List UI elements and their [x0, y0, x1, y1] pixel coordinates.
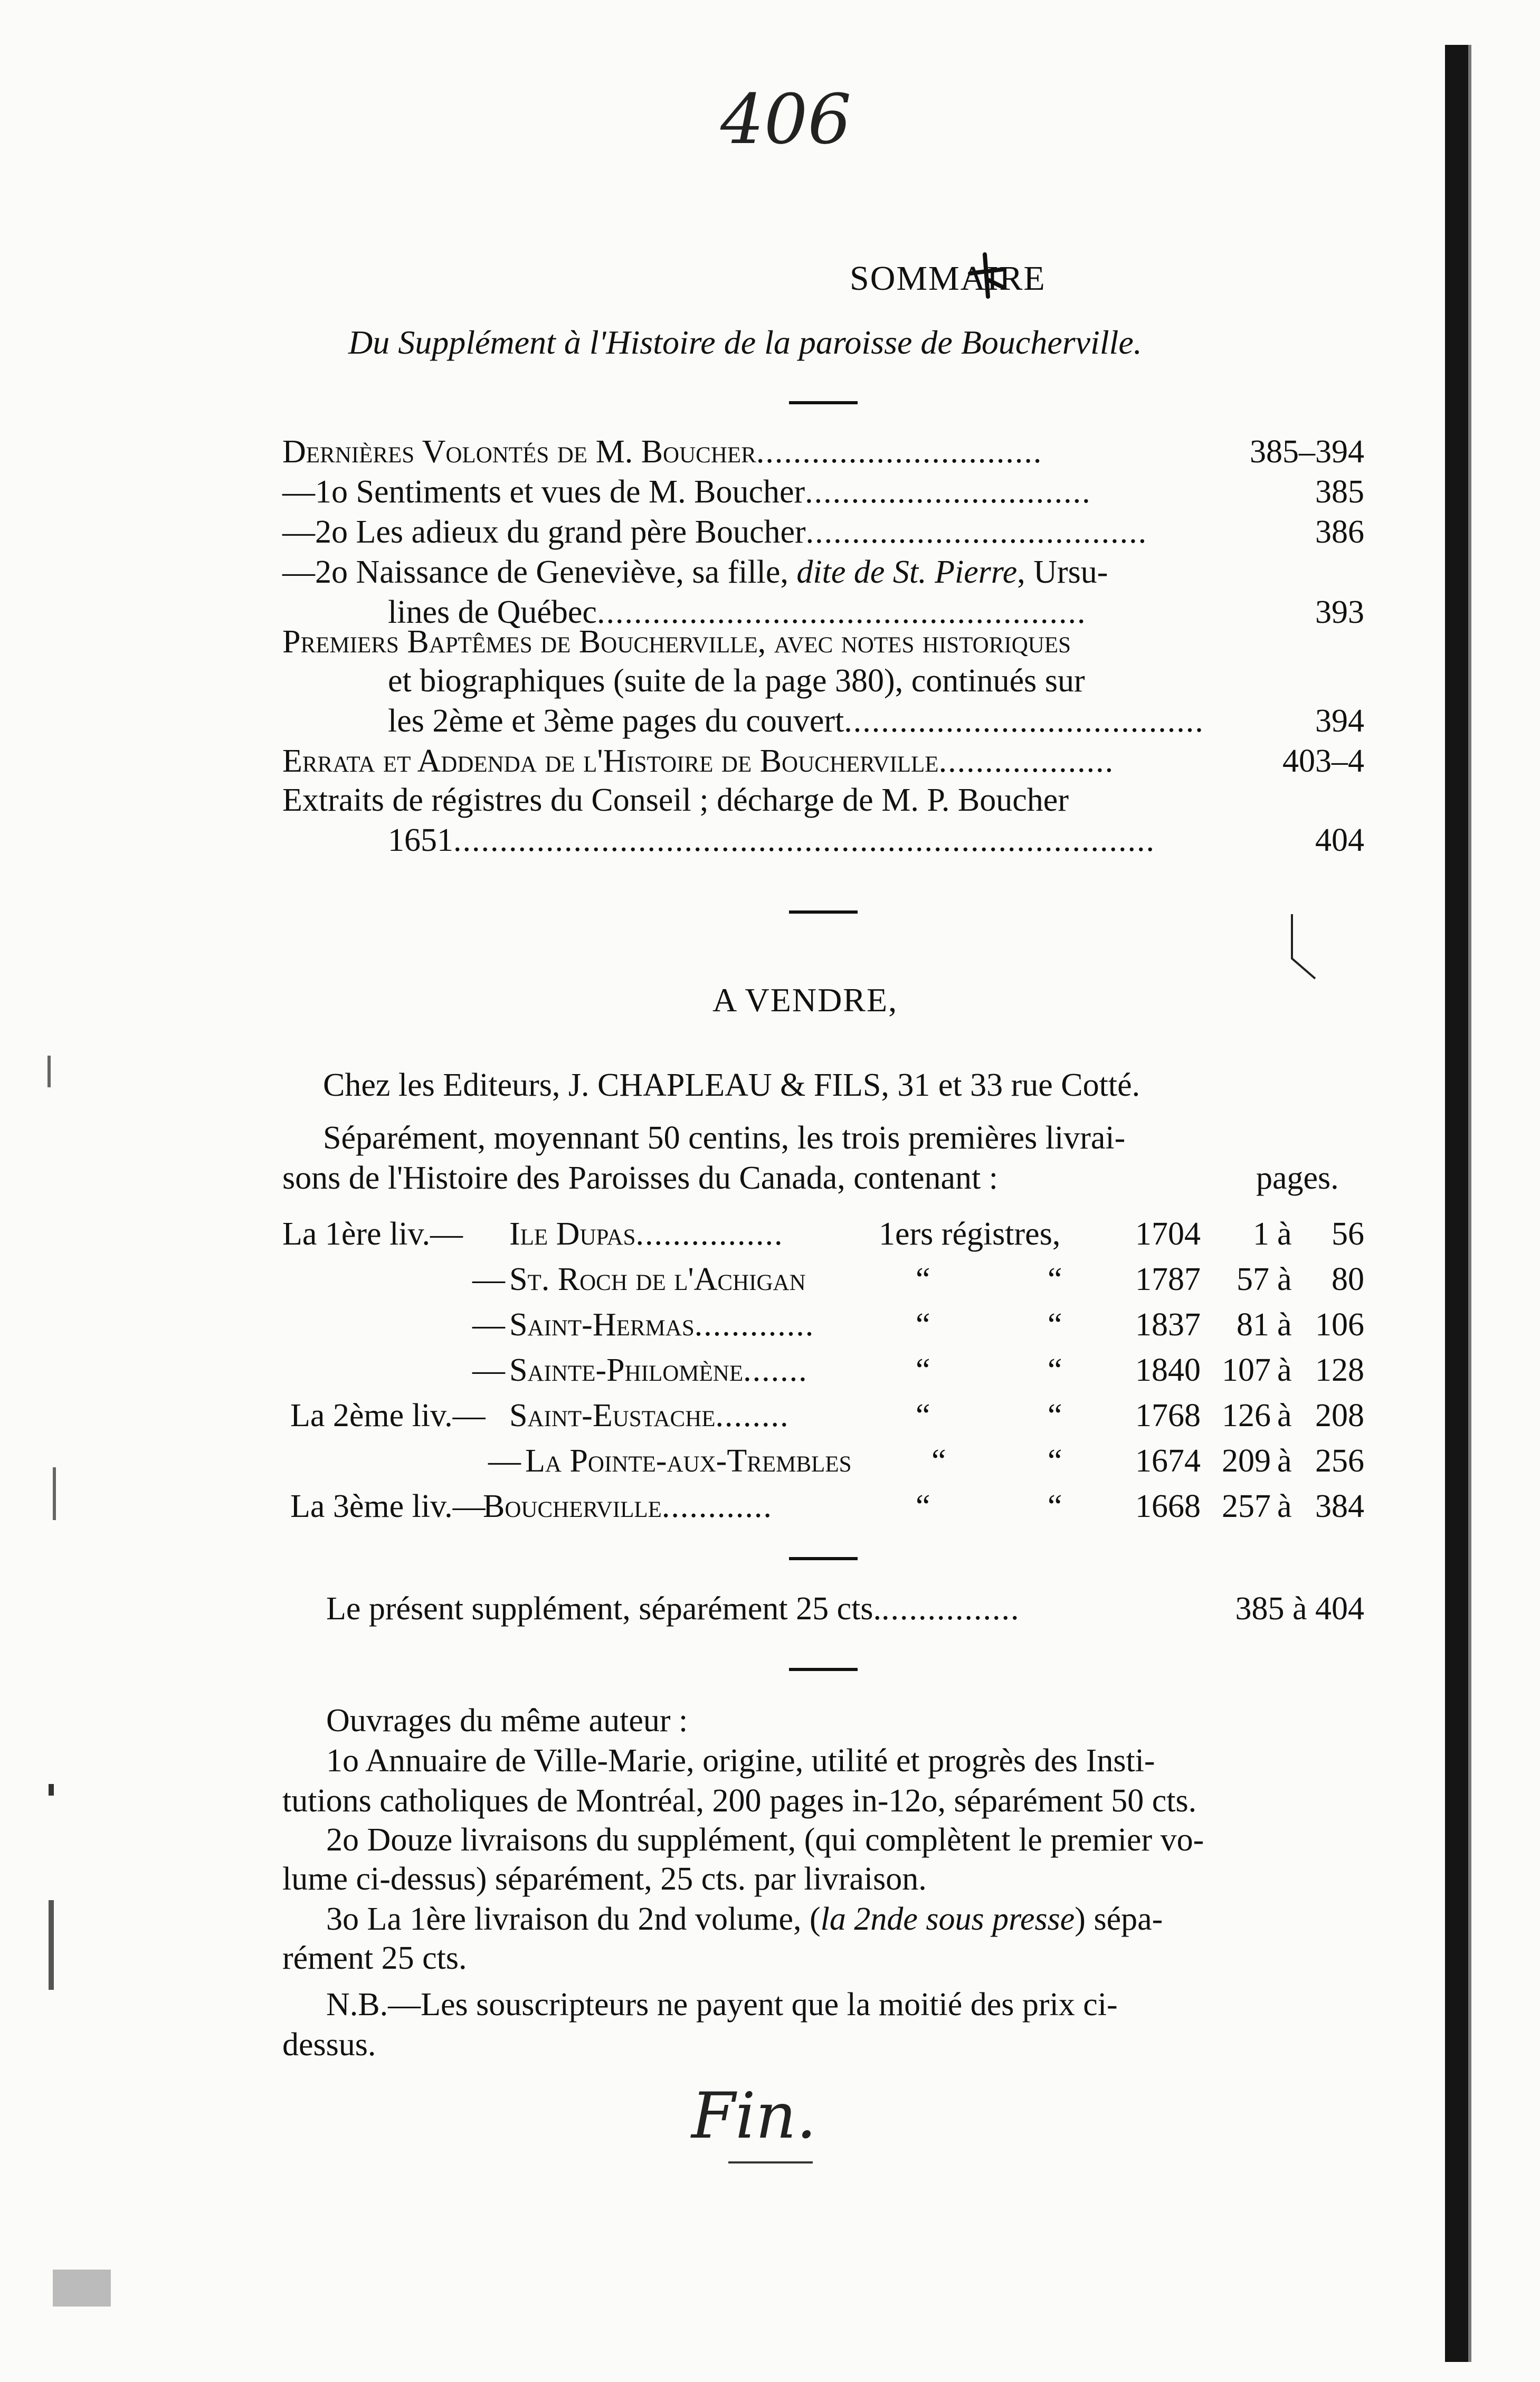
toc-entry: [282, 622, 1364, 662]
page-a: à: [1277, 1261, 1292, 1297]
registres-label: 1ers régistres,: [879, 1216, 1061, 1252]
scan-speck: [47, 1056, 51, 1087]
vendre-title: A VENDRE,: [712, 981, 898, 1019]
vendre-paragraph-line: sons de l'Histoire des Paroisses du Canada, contenant :: [282, 1160, 998, 1196]
ditto-mark: “: [916, 1307, 930, 1343]
page-from: 126: [1222, 1398, 1271, 1434]
liv-label: —: [472, 1352, 505, 1388]
fin-underline: [728, 2161, 813, 2163]
toc-entry-text: —2o Les adieux du grand père Boucher: [282, 514, 806, 550]
sommaire-title: SOMMAIRE: [850, 259, 1046, 298]
toc-entry: [388, 661, 1364, 701]
ditto-mark: “: [931, 1443, 946, 1479]
ouvrages-heading: Ouvrages du même auteur :: [326, 1703, 688, 1739]
page-to: 80: [1332, 1261, 1364, 1297]
toc-entry-text: Premiers Baptêmes de Boucherville, avec notes historiques: [282, 624, 1071, 660]
parish-name: St. Roch de l'Achigan: [509, 1261, 806, 1297]
ditto-mark: “: [1048, 1261, 1062, 1297]
nb-line: N.B.—Les souscripteurs ne payent que la moitié des prix ci-: [326, 1987, 1118, 2023]
divider: [789, 1668, 858, 1671]
supplement-pages: 385 à 404: [1235, 1591, 1364, 1627]
toc-entry: [282, 472, 1364, 512]
scan-speck: [49, 1784, 54, 1796]
year: 1787: [1135, 1261, 1201, 1297]
divider: [789, 910, 858, 914]
page-a: à: [1277, 1443, 1292, 1479]
vendre-paragraph-line: Séparément, moyennant 50 centins, les trois premières livrai-: [323, 1120, 1126, 1156]
page-to: 128: [1315, 1352, 1364, 1388]
leader-dots: ...................: [938, 743, 1115, 779]
parish-name: Sainte-Philomène.......: [509, 1352, 808, 1388]
toc-entry: [388, 701, 1364, 741]
toc-entry: [282, 432, 1364, 472]
page-from: 57: [1237, 1261, 1269, 1297]
parish-name: La Pointe-aux-Trembles: [525, 1443, 852, 1479]
parish-name: Boucherville............: [483, 1488, 773, 1524]
toc-entry-tail: , Ursu-: [1017, 554, 1108, 590]
toc-entry: [388, 820, 1364, 860]
toc-entry-text: et biographiques (suite de la page 380), continués sur: [388, 663, 1085, 699]
page-a: à: [1277, 1398, 1292, 1434]
page-from: 257: [1222, 1488, 1271, 1524]
toc-entry-text: 1651: [388, 822, 453, 858]
toc-entry: [282, 741, 1364, 781]
toc-entry-text: les 2ème et 3ème pages du couvert: [388, 703, 844, 739]
binding-edge-shadow: [1468, 45, 1471, 2362]
page-a: à: [1277, 1352, 1292, 1388]
parish-name: Saint-Hermas.............: [509, 1307, 815, 1343]
parish-name: Ile Dupas................: [509, 1216, 784, 1252]
ditto-mark: “: [916, 1488, 930, 1524]
editeurs-line: Chez les Editeurs, J. CHAPLEAU & FILS, 31 et 33 rue Cotté.: [323, 1067, 1140, 1103]
page-a: à: [1277, 1307, 1292, 1343]
toc-entry: [282, 552, 1364, 592]
ouvrages-line: tutions catholiques de Montréal, 200 pages in-12o, séparément 50 cts.: [282, 1783, 1197, 1819]
liv-label: —: [488, 1443, 521, 1479]
leader-dots: ...............................: [756, 434, 1043, 470]
pencil-stroke-icon: [1288, 912, 1319, 981]
scan-speck: [49, 1900, 54, 1990]
year: 1674: [1135, 1443, 1201, 1479]
page-to: 56: [1332, 1216, 1364, 1252]
page-from: 209: [1222, 1443, 1271, 1479]
toc-page: 393: [1315, 594, 1364, 630]
page-from: 107: [1222, 1352, 1271, 1388]
ouvrages-line: lume ci-dessus) séparément, 25 cts. par livraison.: [282, 1861, 927, 1897]
ditto-mark: “: [916, 1261, 930, 1297]
divider: [789, 1557, 858, 1560]
page-a: à: [1277, 1216, 1292, 1252]
ditto-mark: “: [916, 1398, 930, 1434]
year: 1704: [1135, 1216, 1201, 1252]
leader-dots: ............................................................................: [453, 822, 1155, 858]
pencil-mark: [1288, 912, 1319, 981]
toc-entry: [282, 780, 1364, 820]
parish-name: Saint-Eustache........: [509, 1398, 790, 1434]
leader-dots: .....................................: [805, 514, 1148, 550]
scan-speck: [53, 2270, 111, 2307]
leader-dots: .....................................................: [596, 594, 1087, 630]
ouvrages-line: rément 25 cts.: [282, 1940, 467, 1976]
handwritten-fin: Fin.: [691, 2080, 817, 2153]
page-from: 81: [1237, 1307, 1269, 1343]
toc-entry-text: —1o Sentiments et vues de M. Boucher: [282, 474, 805, 510]
ouvrages-line: 2o Douze livraisons du supplément, (qui complètent le premier vo-: [326, 1822, 1204, 1858]
leader-dots: .......................................: [844, 703, 1204, 739]
toc-entry-text: Errata et Addenda de l'Histoire de Boucherville: [282, 743, 939, 779]
toc-entry-text: —2o Naissance de Geneviève, sa fille,: [282, 554, 797, 590]
supplement-line: [326, 1589, 1364, 1629]
liv-label: La 3ème liv.—: [290, 1488, 486, 1524]
cross-mark-icon: [966, 248, 1008, 301]
sommaire-subtitle: Du Supplément à l'Histoire de la paroisse de Boucherville.: [348, 324, 1142, 361]
leader-dots: ...............: [881, 1591, 1020, 1627]
liv-label: —: [472, 1307, 505, 1343]
toc-entry-text: lines de Québec: [388, 594, 597, 630]
toc-page: 385: [1315, 474, 1364, 510]
page-to: 384: [1315, 1488, 1364, 1524]
year: 1840: [1135, 1352, 1201, 1388]
ouvrages-line: 3o La 1ère livraison du 2nd volume, (la 2nde sous presse) sépa-: [326, 1901, 1163, 1937]
toc-page: 394: [1315, 703, 1364, 739]
hand-cross-mark: [966, 248, 1008, 301]
ditto-mark: “: [916, 1352, 930, 1388]
nb-line: dessus.: [282, 2027, 376, 2063]
toc-entry-italic: dite de St. Pierre: [796, 554, 1018, 590]
toc-entry: [282, 512, 1364, 552]
page-to: 106: [1315, 1307, 1364, 1343]
page-to: 256: [1315, 1443, 1364, 1479]
toc-entry-text: Dernières Volontés de M. Boucher: [282, 434, 756, 470]
scan-speck: [53, 1467, 56, 1520]
toc-entry-text: Extraits de régistres du Conseil ; décharge de M. P. Boucher: [282, 782, 1069, 818]
page-from: 1: [1253, 1216, 1269, 1252]
year: 1668: [1135, 1488, 1201, 1524]
ditto-mark: “: [1048, 1443, 1062, 1479]
liv-label: La 2ème liv.—: [290, 1398, 486, 1434]
ditto-mark: “: [1048, 1488, 1062, 1524]
toc-page: 386: [1315, 514, 1364, 550]
handwritten-page-number: 406: [720, 79, 852, 159]
toc-page: 404: [1315, 822, 1364, 858]
supplement-text: Le présent supplément, séparément 25 cts.: [326, 1591, 881, 1627]
ditto-mark: “: [1048, 1398, 1062, 1434]
ditto-mark: “: [1048, 1352, 1062, 1388]
year: 1768: [1135, 1398, 1201, 1434]
liv-label: La 1ère liv.—: [282, 1216, 463, 1252]
page-a: à: [1277, 1488, 1292, 1524]
liv-label: —: [472, 1261, 505, 1297]
toc-page: 385–394: [1250, 434, 1364, 470]
toc-page: 403–4: [1282, 743, 1364, 779]
pages-label: pages.: [1256, 1160, 1339, 1196]
ditto-mark: “: [1048, 1307, 1062, 1343]
leader-dots: ...............................: [805, 474, 1091, 510]
year: 1837: [1135, 1307, 1201, 1343]
binding-edge: [1445, 45, 1468, 2362]
page-to: 208: [1315, 1398, 1364, 1434]
ouvrages-line: 1o Annuaire de Ville-Marie, origine, utilité et progrès des Insti-: [326, 1743, 1155, 1779]
divider: [789, 401, 858, 404]
